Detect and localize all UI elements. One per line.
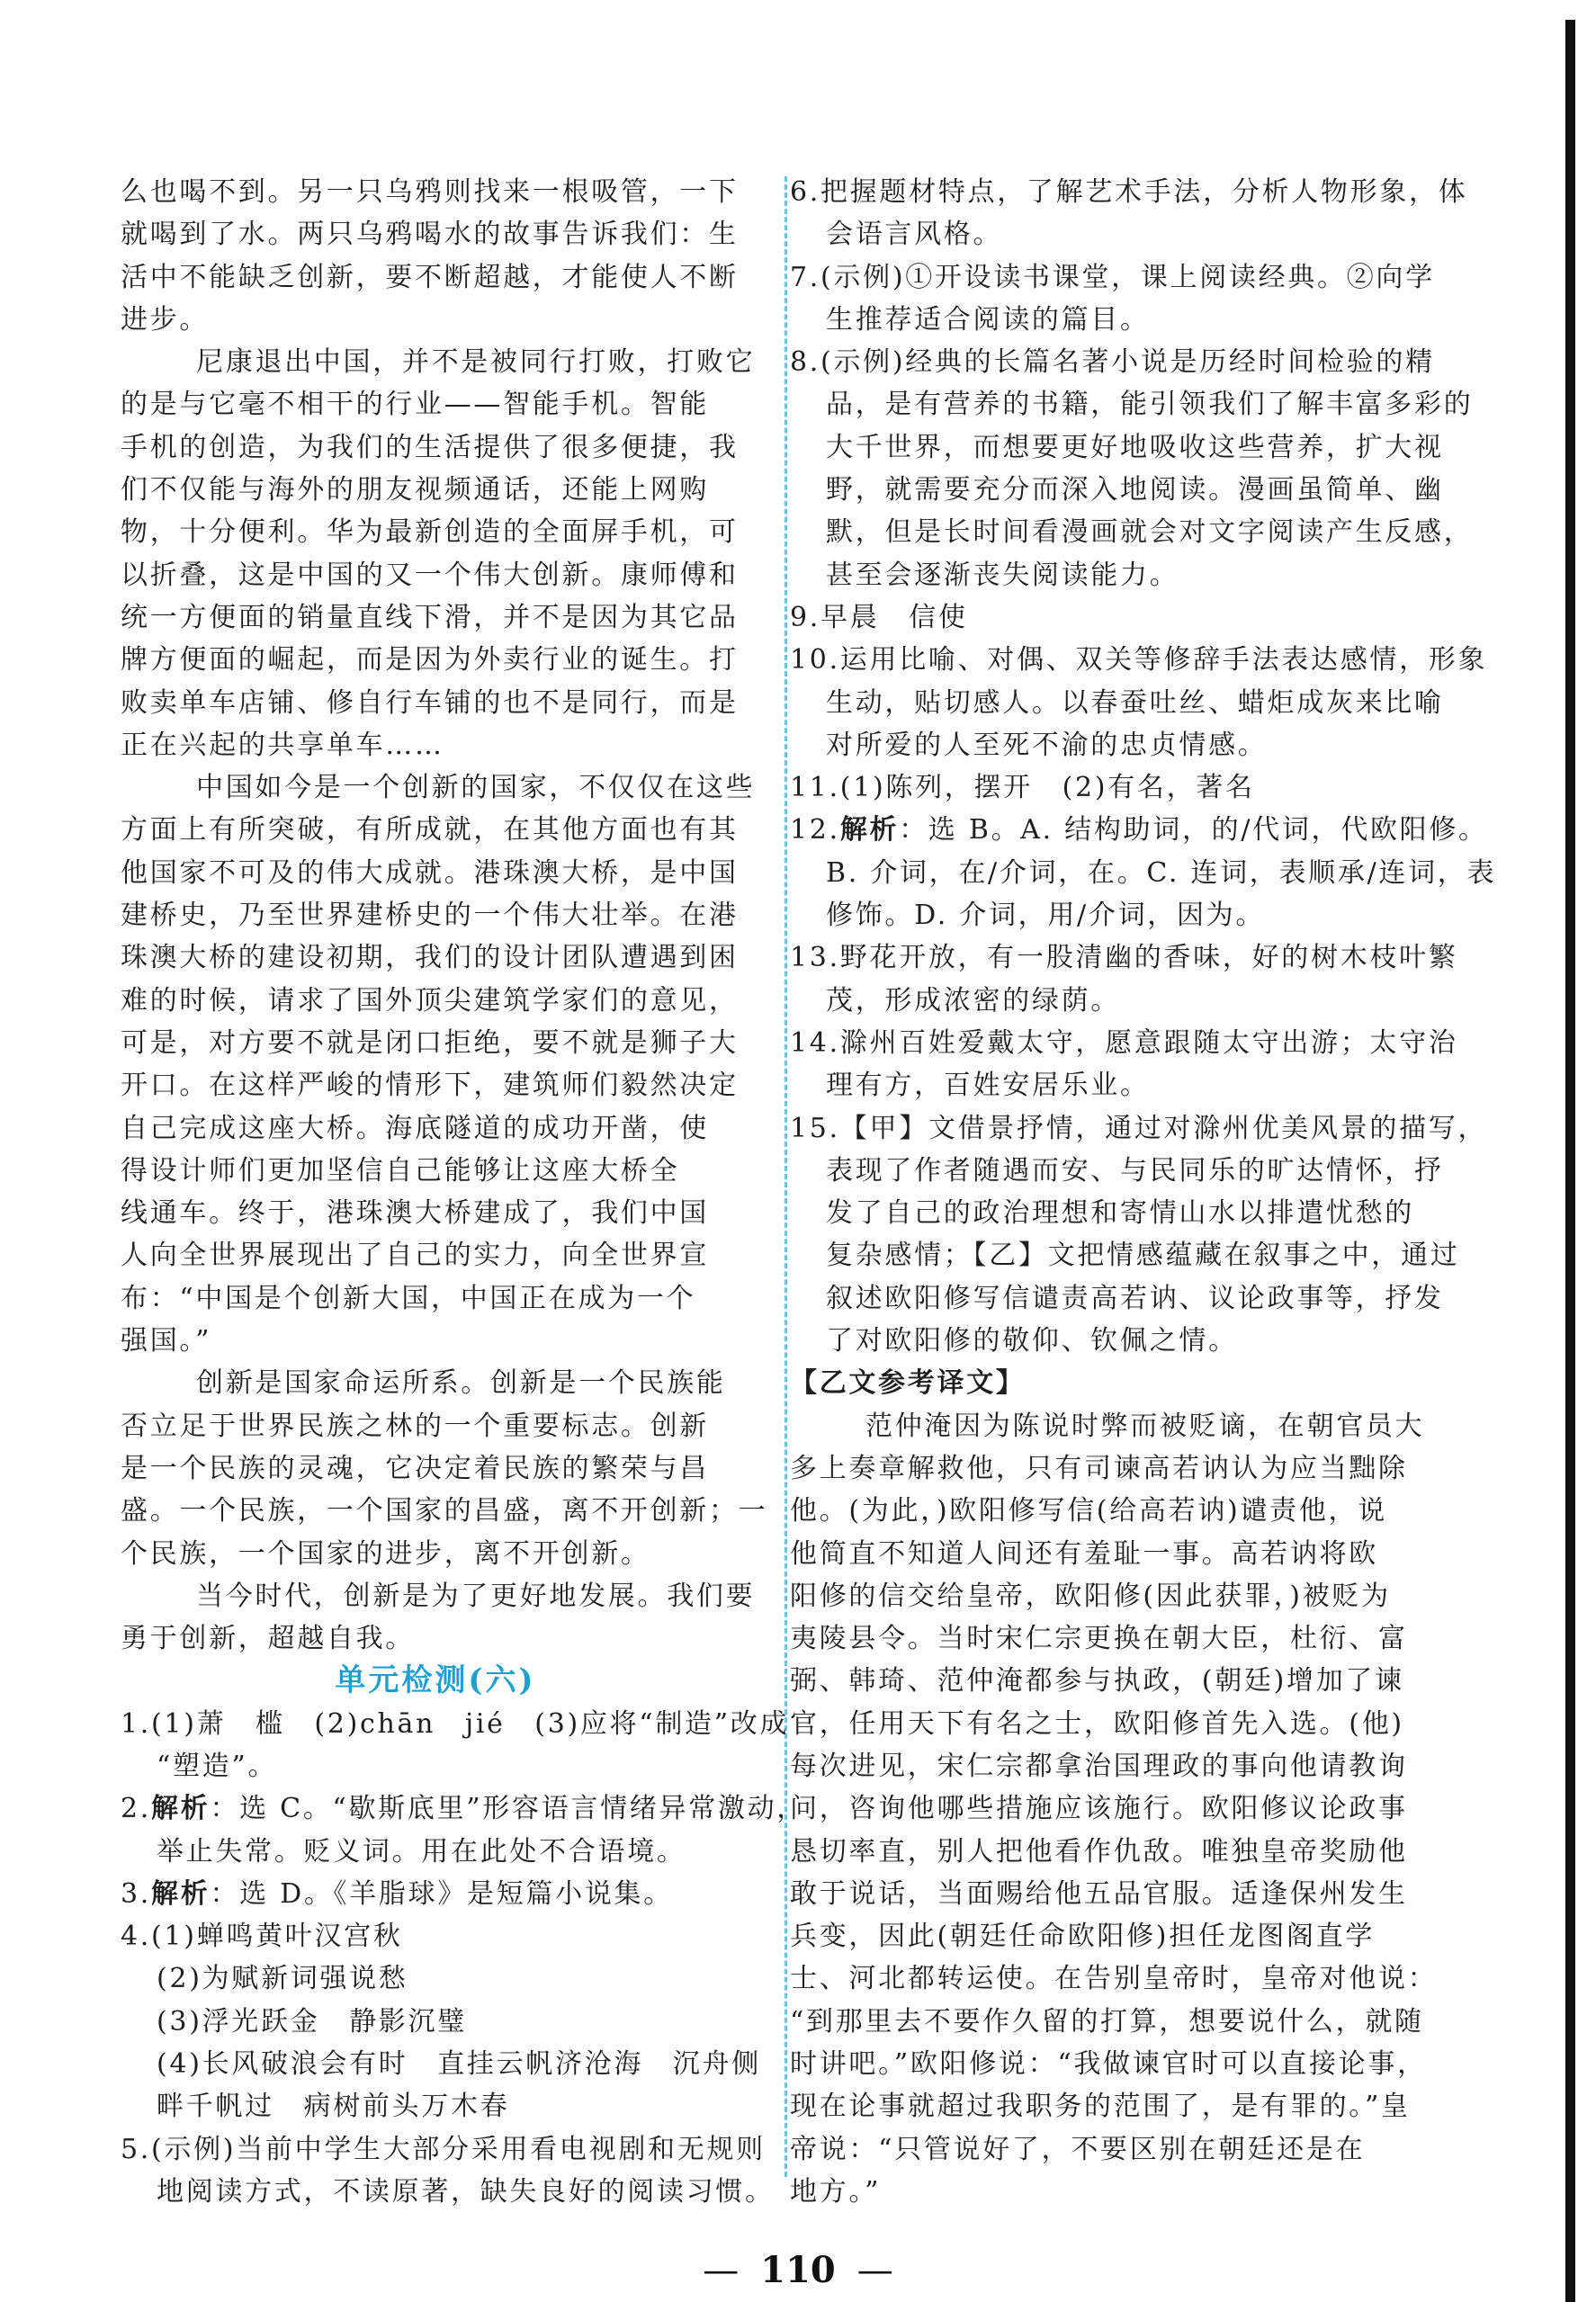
text-line: 的是与它毫不相干的行业——智能手机。智能 bbox=[121, 389, 709, 421]
item-number: 2. bbox=[121, 1793, 152, 1825]
analysis-label: 解析 bbox=[839, 814, 900, 846]
text-line: 可是，对方要不就是闭口拒绝，要不就是狮子大 bbox=[121, 1026, 739, 1059]
text-line: (4)长风破浪会有时 直挂云帆济沧海 沉舟侧 bbox=[157, 2048, 761, 2081]
answer-item: 14.滁州百姓爱戴太守，愿意跟随太守出游；太守治 bbox=[790, 1026, 1458, 1059]
text-line: 举止失常。贬义词。用在此处不合语境。 bbox=[157, 1835, 686, 1868]
text-line: 默，但是长时间看漫画就会对文字阅读产生反感， bbox=[826, 516, 1474, 549]
text-line: 阳修的信交给皇帝，欧阳修(因此获罪，)被贬为 bbox=[790, 1580, 1391, 1612]
text-line: 地阅读方式，不读原著，缺失良好的阅读习惯。 bbox=[157, 2175, 775, 2208]
text-line: 们不仅能与海外的朋友视频通话，还能上网购 bbox=[121, 474, 709, 506]
answer-item: 8.(示例)经典的长篇名著小说是历经时间检验的精 bbox=[790, 346, 1435, 379]
analysis-label: 解析 bbox=[151, 1793, 211, 1825]
text-line: 士、河北都转运使。在告别皇帝时，皇帝对他说： bbox=[790, 1963, 1438, 1995]
paragraph-start: 范仲淹因为陈说时弊而被贬谪，在朝官员大 bbox=[865, 1410, 1425, 1442]
text-line: 理有方，百姓安居乐业。 bbox=[826, 1070, 1150, 1102]
text-line: 布：“中国是个创新大国，中国正在成为一个 bbox=[121, 1282, 696, 1314]
text-line: 进步。 bbox=[121, 303, 210, 336]
text-line: 人向全世界展现出了自己的实力，向全世界宣 bbox=[121, 1240, 709, 1272]
text-line: 牌方便面的崛起，而是因为外卖行业的诞生。打 bbox=[121, 644, 739, 676]
item-number: 12. bbox=[790, 814, 840, 846]
item-number: 3. bbox=[121, 1877, 152, 1910]
text-line: 畔千帆过 病树前头万木春 bbox=[157, 2091, 510, 2123]
paragraph-start: 中国如今是一个创新的国家，不仅仅在这些 bbox=[196, 772, 756, 804]
text-line: 叙述欧阳修写信谴责高若讷、议论政事等，抒发 bbox=[826, 1282, 1444, 1314]
column-divider bbox=[785, 176, 787, 2177]
paragraph-start: 当今时代，创新是为了更好地发展。我们要 bbox=[196, 1580, 756, 1612]
text-line: 甚至会逐渐丧失阅读能力。 bbox=[826, 559, 1179, 591]
text-line: 时讲吧。”欧阳修说：“我做谏官时可以直接论事， bbox=[790, 2048, 1427, 2081]
text-line: 方面上有所突破，有所成就，在其他方面也有其 bbox=[121, 814, 739, 846]
scan-edge-bar bbox=[1565, 20, 1575, 2302]
text-line: 夷陵县令。当时宋仁宗更换在朝大臣，杜衍、富 bbox=[790, 1623, 1408, 1655]
text-line: “塑造”。 bbox=[157, 1750, 278, 1782]
text-line: 自己完成这座大桥。海底隧道的成功开凿，使 bbox=[121, 1112, 709, 1144]
text-line: 敢于说话，当面赐给他五品官服。适逢保州发生 bbox=[790, 1877, 1408, 1910]
text-line: 是一个民族的灵魂，它决定着民族的繁荣与昌 bbox=[121, 1452, 709, 1484]
text-line: 珠澳大桥的建设初期，我们的设计团队遭遇到困 bbox=[121, 942, 739, 974]
answer-item: 5.(示例)当前中学生大部分采用看电视剧和无规则 bbox=[121, 2133, 766, 2165]
text-line: B. 介词，在/介词，在。C. 连词，表顺承/连词，表 bbox=[826, 856, 1497, 889]
text-line: 物，十分便利。华为最新创造的全面屏手机，可 bbox=[121, 516, 739, 549]
text-line: 了对欧阳修的敬仰、钦佩之情。 bbox=[826, 1325, 1238, 1357]
footer-dash-right: — bbox=[856, 2250, 893, 2291]
paragraph-start: 创新是国家命运所系。创新是一个民族能 bbox=[196, 1367, 726, 1400]
text-line: 他简直不知道人间还有羞耻一事。高若讷将欧 bbox=[790, 1537, 1378, 1570]
text-line: 活中不能缺乏创新，要不断超越，才能使人不断 bbox=[121, 261, 739, 293]
text-line: 弼、韩琦、范仲淹都参与执政，(朝廷)增加了谏 bbox=[790, 1665, 1404, 1697]
answer-item bbox=[121, 1787, 807, 1830]
text-line: 个民族，一个国家的进步，离不开创新。 bbox=[121, 1537, 650, 1570]
page-footer bbox=[0, 2249, 1596, 2291]
answer-item: 10.运用比喻、对偶、双关等修辞手法表达感情，形象 bbox=[790, 644, 1488, 676]
text-line: 修饰。D. 介词，用/介词，因为。 bbox=[826, 900, 1266, 932]
paragraph-start: 尼康退出中国，并不是被同行打败，打败它 bbox=[196, 346, 756, 379]
text-line: 生动，贴切感人。以春蚕吐丝、蜡炬成灰来比喻 bbox=[826, 686, 1444, 719]
text-line: 正在兴起的共享单车…… bbox=[121, 729, 444, 761]
answer-item: 4.(1)蝉鸣黄叶汉宫秋 bbox=[121, 1921, 403, 1953]
answer-item: 13.野花开放，有一股清幽的香味，好的树木枝叶繁 bbox=[790, 942, 1458, 974]
translation-heading: 【乙文参考译文】 bbox=[790, 1367, 1026, 1400]
right-column bbox=[790, 171, 1497, 2213]
text-line: 盛。一个民族，一个国家的昌盛，离不开创新；一 bbox=[121, 1495, 768, 1527]
text-line: 品，是有营养的书籍，能引领我们了解丰富多彩的 bbox=[826, 389, 1474, 421]
page-number: 110 bbox=[760, 2249, 836, 2291]
item-text: ：选 B。A. 结构助词，的/代词，代欧阳修。 bbox=[899, 814, 1488, 846]
text-line: 茂，形成浓密的绿荫。 bbox=[826, 984, 1120, 1017]
text-line: 得设计师们更加坚信自己能够让这座大桥全 bbox=[121, 1154, 680, 1187]
text-line: 大千世界，而想要更好地吸收这些营养，扩大视 bbox=[826, 431, 1444, 463]
text-line: 建桥史，乃至世界建桥史的一个伟大壮举。在港 bbox=[121, 900, 739, 932]
left-column bbox=[121, 171, 807, 2213]
analysis-label: 解析 bbox=[151, 1877, 211, 1910]
section-heading: 单元检测(六) bbox=[335, 1662, 536, 1699]
text-line: 每次进见，宋仁宗都拿治国理政的事向他请教询 bbox=[790, 1750, 1408, 1782]
text-line: 发了自己的政治理想和寄情山水以排遣忧愁的 bbox=[826, 1197, 1414, 1230]
text-line: 手机的创造，为我们的生活提供了很多便捷，我 bbox=[121, 431, 739, 463]
text-line: 他。(为此，)欧阳修写信(给高若讷)谴责他，说 bbox=[790, 1495, 1387, 1527]
text-line: 他国家不可及的伟大成就。港珠澳大桥，是中国 bbox=[121, 856, 739, 889]
text-line: 现在论事就超过我职务的范围了，是有罪的。”皇 bbox=[790, 2091, 1411, 2123]
footer-dash-left: — bbox=[703, 2250, 740, 2291]
text-line: “到那里去不要作久留的打算，想要说什么，就随 bbox=[790, 2005, 1424, 2038]
text-line: 强国。” bbox=[121, 1325, 212, 1357]
answer-item: 9.早晨 信使 bbox=[790, 601, 968, 633]
text-line: 多上奏章解救他，只有司谏高若讷认为应当黜除 bbox=[790, 1452, 1408, 1484]
text-line: 以折叠，这是中国的又一个伟大创新。康师傅和 bbox=[121, 559, 739, 591]
text-line: (3)浮光跃金 静影沉璧 bbox=[157, 2005, 467, 2038]
text-line: 勇于创新，超越自我。 bbox=[121, 1623, 415, 1655]
text-line: 就喝到了水。两只乌鸦喝水的故事告诉我们：生 bbox=[121, 219, 739, 251]
answer-item bbox=[790, 809, 1488, 851]
text-line: 复杂感情；【乙】文把情感蕴藏在叙事之中，通过 bbox=[826, 1240, 1460, 1272]
text-line: 否立足于世界民族之林的一个重要标志。创新 bbox=[121, 1410, 709, 1442]
item-text: ：选 D。《羊脂球》是短篇小说集。 bbox=[210, 1877, 673, 1910]
answer-item: 7.(示例)①开设读书课堂，课上阅读经典。②向学 bbox=[790, 261, 1435, 293]
text-line: 线通车。终于，港珠澳大桥建成了，我们中国 bbox=[121, 1197, 709, 1230]
text-line: 难的时候，请求了国外顶尖建筑学家们的意见， bbox=[121, 984, 739, 1017]
text-line: 官，任用天下有名之士，欧阳修首先入选。(他) bbox=[790, 1707, 1404, 1740]
text-line: 野，就需要充分而深入地阅读。漫画虽简单、幽 bbox=[826, 474, 1444, 506]
text-line: 么也喝不到。另一只乌鸦则找来一根吸管，一下 bbox=[121, 176, 739, 208]
text-line: 开口。在这样严峻的情形下，建筑师们毅然决定 bbox=[121, 1070, 739, 1102]
answer-item: 11.(1)陈列，摆开 (2)有名，著名 bbox=[790, 772, 1255, 804]
answer-item bbox=[121, 1873, 750, 1915]
answer-item: 1.(1)萧 槛 (2)chān jié (3)应将“制造”改成 bbox=[121, 1707, 790, 1740]
text-line: (2)为赋新词强说愁 bbox=[157, 1963, 408, 1995]
item-text: ：选 C。“歇斯底里”形容语言情绪异常激动， bbox=[210, 1793, 807, 1825]
text-line: 兵变，因此(朝廷任命欧阳修)担任龙图阁直学 bbox=[790, 1921, 1376, 1953]
text-line: 问，咨询他哪些措施应该施行。欧阳修议论政事 bbox=[790, 1793, 1408, 1825]
text-line: 帝说：“只管说好了，不要区别在朝廷还是在 bbox=[790, 2133, 1366, 2165]
text-line: 生推荐适合阅读的篇目。 bbox=[826, 303, 1150, 336]
text-line: 对所爱的人至死不渝的忠贞情感。 bbox=[826, 729, 1268, 761]
answer-item: 15.【甲】文借景抒情，通过对滁州优美风景的描写， bbox=[790, 1112, 1488, 1144]
text-line: 恳切率直，别人把他看作仇敌。唯独皇帝奖励他 bbox=[790, 1835, 1408, 1868]
text-line: 地方。” bbox=[790, 2175, 882, 2208]
text-line: 统一方便面的销量直线下滑，并不是因为其它品 bbox=[121, 601, 739, 633]
text-line: 表现了作者随遇而安、与民同乐的旷达情怀，抒 bbox=[826, 1154, 1444, 1187]
answer-item: 6.把握题材特点，了解艺术手法，分析人物形象，体 bbox=[790, 176, 1468, 208]
text-line: 会语言风格。 bbox=[826, 219, 1003, 251]
text-line: 败卖单车店铺、修自行车铺的也不是同行，而是 bbox=[121, 686, 739, 719]
